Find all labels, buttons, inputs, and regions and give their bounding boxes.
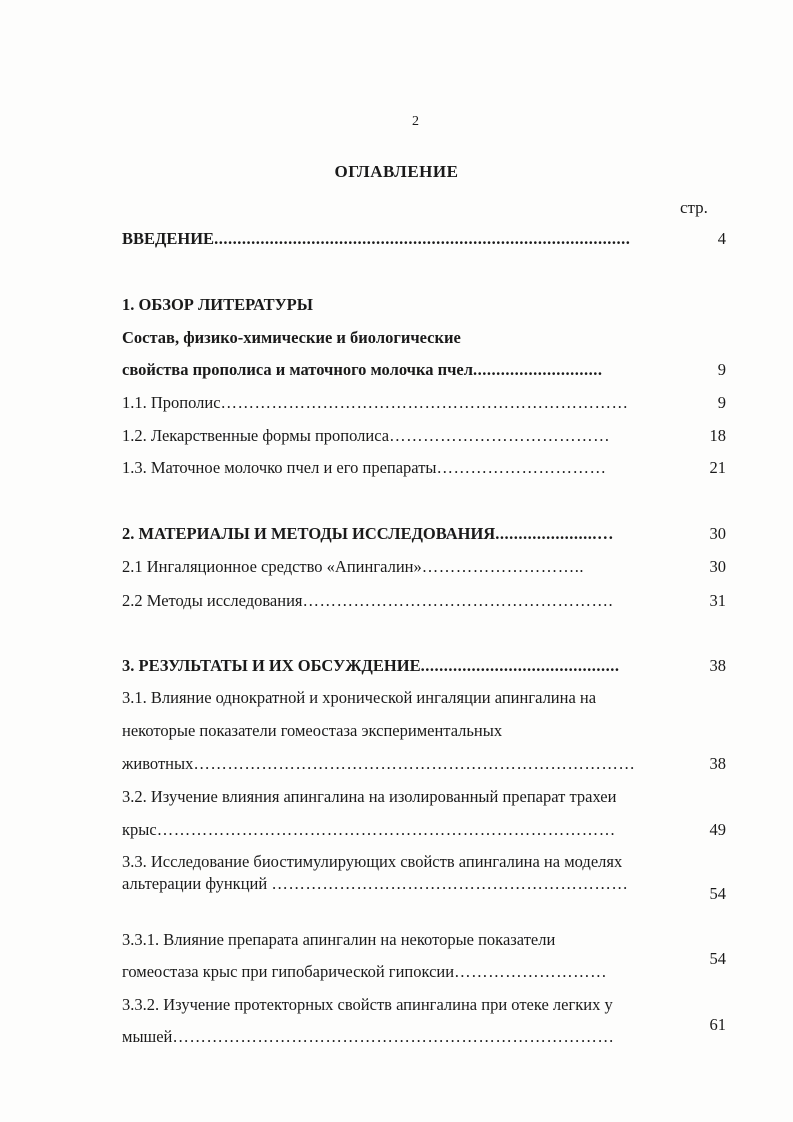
toc-leader: ……………………………………………………………………… xyxy=(156,820,616,839)
toc-entry-text[interactable]: 3.3.2. Изучение протекторных свойств апингалина при отеке легких у xyxy=(122,995,613,1014)
toc-entry[interactable] xyxy=(122,360,660,380)
toc-entry-text: 1.2. Лекарственные формы прополиса xyxy=(122,426,390,445)
toc-leader: ……………………………………………………… xyxy=(271,874,629,893)
toc-leader: .......................................................................................... xyxy=(214,229,631,248)
toc-page-number: 30 xyxy=(709,524,726,543)
toc-entry-text: крыс xyxy=(122,820,157,839)
toc-entry-text: 2. МАТЕРИАЛЫ И МЕТОДЫ ИССЛЕДОВАНИЯ xyxy=(122,524,496,543)
toc-page-number: 61 xyxy=(709,1015,726,1034)
toc-page-number: 9 xyxy=(717,360,726,379)
toc-entry-text: 2.1 Ингаляционное средство «Апингалин» xyxy=(122,557,422,576)
toc-entry-text: 1.1. Прополис xyxy=(122,393,221,412)
toc-entry-text: альтерации функций xyxy=(122,874,272,893)
toc-leader: ......................… xyxy=(495,524,614,543)
toc-page-number: 30 xyxy=(709,557,726,576)
toc-section-heading[interactable]: 1. ОБЗОР ЛИТЕРАТУРЫ xyxy=(122,295,313,314)
toc-entry[interactable] xyxy=(122,962,668,982)
toc-leader: ........................................... xyxy=(420,656,620,675)
toc-entry-text: свойства прополиса и маточного молочка пчел xyxy=(122,360,474,379)
toc-leader: ………………………………………………. xyxy=(302,591,614,610)
toc-page-number: 9 xyxy=(717,393,726,412)
toc-entry[interactable] xyxy=(122,754,688,774)
toc-page-number: 49 xyxy=(709,820,726,839)
toc-entry-text: животных xyxy=(122,754,194,773)
toc-entry-text: Состав, физико-химические и биологические xyxy=(122,328,461,347)
toc-entry-text[interactable]: 3.3.1. Влияние препарата апингалин на некоторые показатели xyxy=(122,930,556,949)
toc-entry[interactable] xyxy=(122,426,682,446)
toc-entry[interactable] xyxy=(122,393,688,413)
toc-entry-text: 2.2 Методы исследования xyxy=(122,591,303,610)
toc-section-heading[interactable] xyxy=(122,524,667,544)
toc-leader: ………………………… xyxy=(436,458,607,477)
toc-entry-introduction[interactable] xyxy=(122,229,662,249)
toc-page-number: 31 xyxy=(709,591,726,610)
toc-entry[interactable] xyxy=(122,874,686,894)
toc-entry[interactable] xyxy=(122,557,674,577)
toc-entry-text[interactable]: 3.3. Исследование биостимулирующих свойств апингалина на моделях xyxy=(122,852,623,871)
page-title: ОГЛАВЛЕНИЕ xyxy=(334,162,459,181)
toc-entry[interactable] xyxy=(122,1027,686,1047)
toc-leader: ……………………………………………………………… xyxy=(220,393,629,412)
toc-leader: …………………………………………………………………… xyxy=(172,1027,615,1046)
toc-entry-text: ВВЕДЕНИЕ xyxy=(122,229,215,248)
toc-entry[interactable] xyxy=(122,820,686,840)
toc-entry-text: мышей xyxy=(122,1027,173,1046)
toc-page-number: 38 xyxy=(709,754,726,773)
toc-entry-text[interactable]: 3.2. Изучение влияния апингалина на изолированный препарат трахеи xyxy=(122,787,617,806)
toc-leader: ……………………….. xyxy=(421,557,584,576)
toc-page-number: 4 xyxy=(717,229,726,248)
toc-page-number: 18 xyxy=(709,426,726,445)
toc-leader: ............................ xyxy=(473,360,603,379)
toc-entry[interactable] xyxy=(122,591,688,611)
toc-page-number: 38 xyxy=(709,656,726,675)
toc-leader: ………………………………… xyxy=(389,426,611,445)
toc-leader: ……………………… xyxy=(454,962,608,981)
toc-page-number: 21 xyxy=(709,458,726,477)
toc-entry-text: 1.3. Маточное молочко пчел и его препараты xyxy=(122,458,437,477)
toc-page-number: 54 xyxy=(709,949,726,968)
toc-entry-text: 3. РЕЗУЛЬТАТЫ И ИХ ОБСУЖДЕНИЕ xyxy=(122,656,421,675)
toc-entry-text: гомеостаза крыс при гипобарической гипоксии xyxy=(122,962,455,981)
toc-entry[interactable] xyxy=(122,458,688,478)
toc-section-heading[interactable] xyxy=(122,656,672,676)
page-column-header: стр. xyxy=(680,198,708,217)
page-number: 2 xyxy=(412,114,419,129)
toc-entry-text: некоторые показатели гомеостаза экспериментальных xyxy=(122,721,503,740)
toc-entry-text[interactable]: 3.1. Влияние однократной и хронической ингаляции апингалина на xyxy=(122,688,597,707)
toc-leader: …………………………………………………………………… xyxy=(193,754,636,773)
toc-page-number: 54 xyxy=(709,884,726,903)
